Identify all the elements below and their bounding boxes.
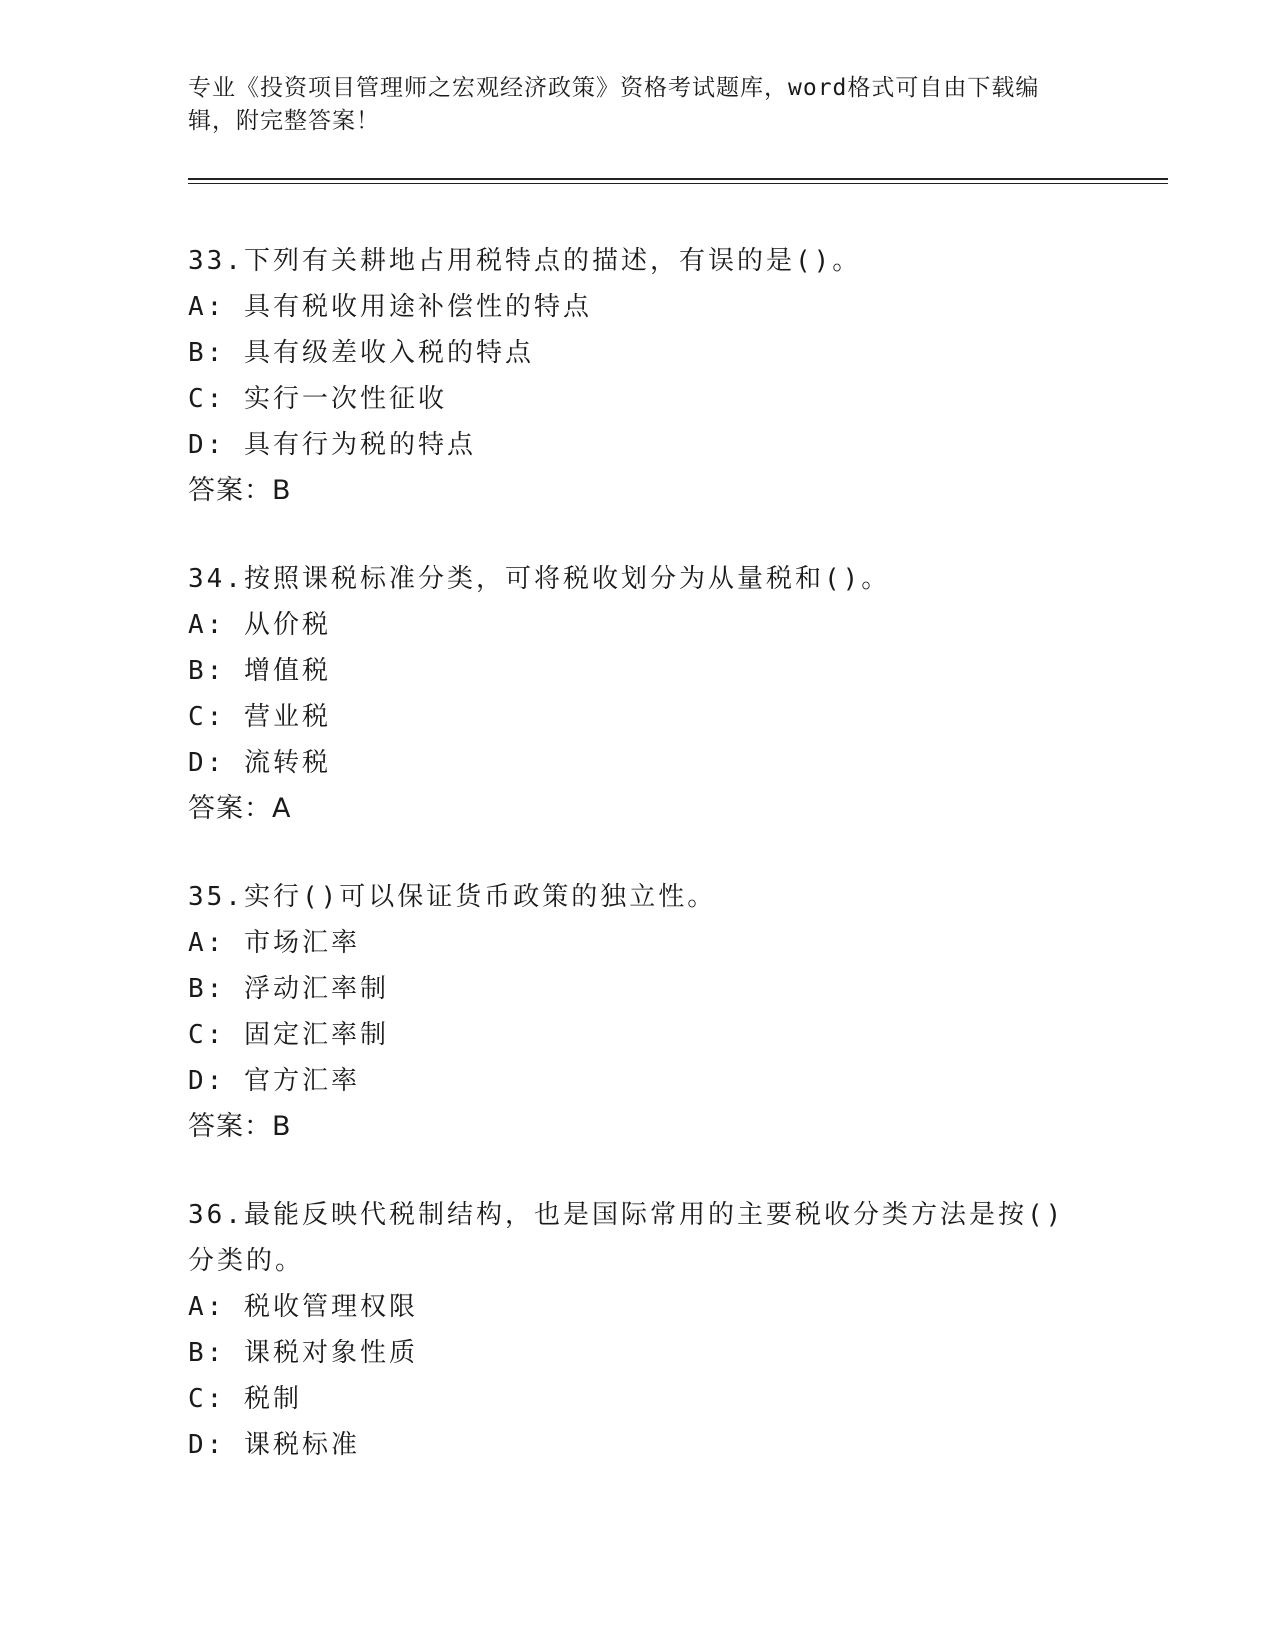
answer-label: 答案：B <box>188 475 292 506</box>
question-stem: 35.实行()可以保证货币政策的独立性。 <box>188 882 717 912</box>
question-33 <box>188 238 1088 514</box>
option-c: C: 实行一次性征收 <box>188 384 447 414</box>
option-a: A: 从价税 <box>188 610 331 640</box>
option-a: A: 市场汇率 <box>188 928 360 958</box>
option-c: C: 固定汇率制 <box>188 1020 389 1050</box>
option-d: D: 官方汇率 <box>188 1066 360 1096</box>
question-35 <box>188 874 1088 1150</box>
question-36 <box>188 1192 1088 1468</box>
option-d: D: 课税标准 <box>188 1430 360 1460</box>
option-a: A: 具有税收用途补偿性的特点 <box>188 292 592 322</box>
question-stem: 34.按照课税标准分类，可将税收划分为从量税和()。 <box>188 564 891 594</box>
question-34 <box>188 556 1088 832</box>
document-header-intro: 专业《投资项目管理师之宏观经济政策》资格考试题库，word格式可自由下载编辑，附完整答案！ <box>188 75 1040 134</box>
answer-label: 答案：A <box>188 793 292 824</box>
option-b: B: 增值税 <box>188 656 331 686</box>
option-c: C: 营业税 <box>188 702 331 732</box>
option-c: C: 税制 <box>188 1384 302 1414</box>
option-b: B: 具有级差收入税的特点 <box>188 338 534 368</box>
header-divider-bottom <box>188 183 1168 184</box>
option-d: D: 具有行为税的特点 <box>188 430 476 460</box>
question-stem: 36.最能反映代税制结构，也是国际常用的主要税收分类方法是按()分类的。 <box>188 1200 1065 1276</box>
question-list <box>188 238 1088 1510</box>
option-b: B: 课税对象性质 <box>188 1338 418 1368</box>
question-stem: 33.下列有关耕地占用税特点的描述，有误的是()。 <box>188 246 862 276</box>
option-d: D: 流转税 <box>188 748 331 778</box>
option-a: A: 税收管理权限 <box>188 1292 418 1322</box>
header-divider-top <box>188 178 1168 180</box>
answer-label: 答案：B <box>188 1111 292 1142</box>
option-b: B: 浮动汇率制 <box>188 974 389 1004</box>
